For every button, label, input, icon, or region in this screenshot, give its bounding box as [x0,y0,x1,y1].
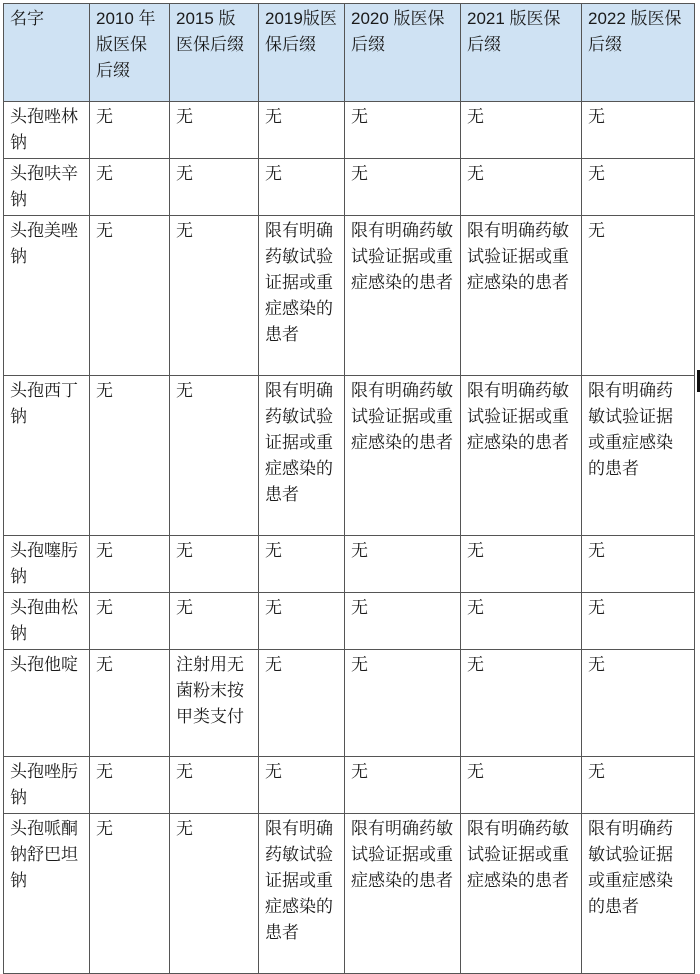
table-cell: 无 [90,159,170,216]
table-cell: 无 [461,536,582,593]
table-row [4,102,695,159]
table-cell: 无 [345,757,461,814]
drug-name-cell: 头孢唑肟钠 [4,757,90,814]
drug-name-cell: 头孢曲松钠 [4,593,90,650]
table-cell: 无 [582,593,695,650]
table-cell: 无 [90,216,170,376]
table-cell: 限有明确药敏试验证据或重症感染的患者 [259,814,345,974]
header-2019: 2019版医保后缀 [259,4,345,102]
table-cell: 无 [461,757,582,814]
drug-name-cell: 头孢美唑钠 [4,216,90,376]
table-cell: 无 [90,536,170,593]
drug-name-cell: 头孢他啶 [4,650,90,757]
header-row [4,4,695,102]
table-cell: 无 [90,376,170,536]
table-cell: 无 [170,536,259,593]
table-cell: 限有明确药敏试验证据或重症感染的患者 [461,216,582,376]
table-cell: 无 [170,814,259,974]
drug-name-cell: 头孢唑林钠 [4,102,90,159]
header-name: 名字 [4,4,90,102]
table-cell: 无 [461,650,582,757]
table-cell: 无 [259,650,345,757]
table-cell: 限有明确药敏试验证据或重症感染的患者 [461,376,582,536]
reimbursement-table [3,3,695,974]
table-cell: 无 [90,593,170,650]
table-cell: 无 [259,159,345,216]
table-cell: 限有明确药敏试验证据或重症感染的患者 [345,216,461,376]
table-cell: 限有明确药敏试验证据或重症感染的患者 [345,814,461,974]
table-cell: 无 [582,216,695,376]
table-row [4,757,695,814]
table-cell: 无 [582,757,695,814]
table-cell: 无 [345,650,461,757]
table-cell: 无 [170,757,259,814]
table-cell: 无 [259,757,345,814]
table-cell: 无 [170,376,259,536]
table-cell: 无 [345,536,461,593]
table-cell: 无 [90,650,170,757]
header-2010: 2010 年版医保后缀 [90,4,170,102]
table-cell: 无 [259,536,345,593]
table-cell: 无 [345,593,461,650]
table-cell: 无 [170,593,259,650]
table-cell: 无 [582,536,695,593]
table-cell: 无 [461,593,582,650]
table-cell: 限有明确药敏试验证据或重症感染的患者 [259,376,345,536]
table-cell: 注射用无菌粉末按甲类支付 [170,650,259,757]
table-row [4,814,695,974]
table-row [4,536,695,593]
table-cell: 无 [170,102,259,159]
table-cell: 无 [345,102,461,159]
table-cell: 无 [582,159,695,216]
table-cell: 无 [259,593,345,650]
table-row [4,593,695,650]
table-row [4,159,695,216]
header-2021: 2021 版医保后缀 [461,4,582,102]
table-row [4,376,695,536]
table-cell: 无 [259,102,345,159]
drug-name-cell: 头孢呋辛钠 [4,159,90,216]
table-cell: 限有明确药敏试验证据或重症感染的患者 [259,216,345,376]
header-2020: 2020 版医保后缀 [345,4,461,102]
drug-name-cell: 头孢噻肟钠 [4,536,90,593]
table-cell: 限有明确药敏试验证据或重症感染的患者 [582,814,695,974]
table-cell: 无 [461,159,582,216]
table-cell: 无 [345,159,461,216]
table-row [4,650,695,757]
drug-name-cell: 头孢西丁钠 [4,376,90,536]
table-cell: 无 [90,102,170,159]
table-cell: 限有明确药敏试验证据或重症感染的患者 [582,376,695,536]
header-2022: 2022 版医保后缀 [582,4,695,102]
table-cell: 无 [90,757,170,814]
drug-name-cell: 头孢哌酮钠舒巴坦钠 [4,814,90,974]
table-cell: 无 [461,102,582,159]
table-cell: 无 [582,102,695,159]
table-cell: 无 [90,814,170,974]
table-row [4,216,695,376]
table-cell: 限有明确药敏试验证据或重症感染的患者 [461,814,582,974]
table-cell: 无 [170,216,259,376]
table-cell: 限有明确药敏试验证据或重症感染的患者 [345,376,461,536]
table-cell: 无 [170,159,259,216]
table-cell: 无 [582,650,695,757]
header-2015: 2015 版医保后缀 [170,4,259,102]
